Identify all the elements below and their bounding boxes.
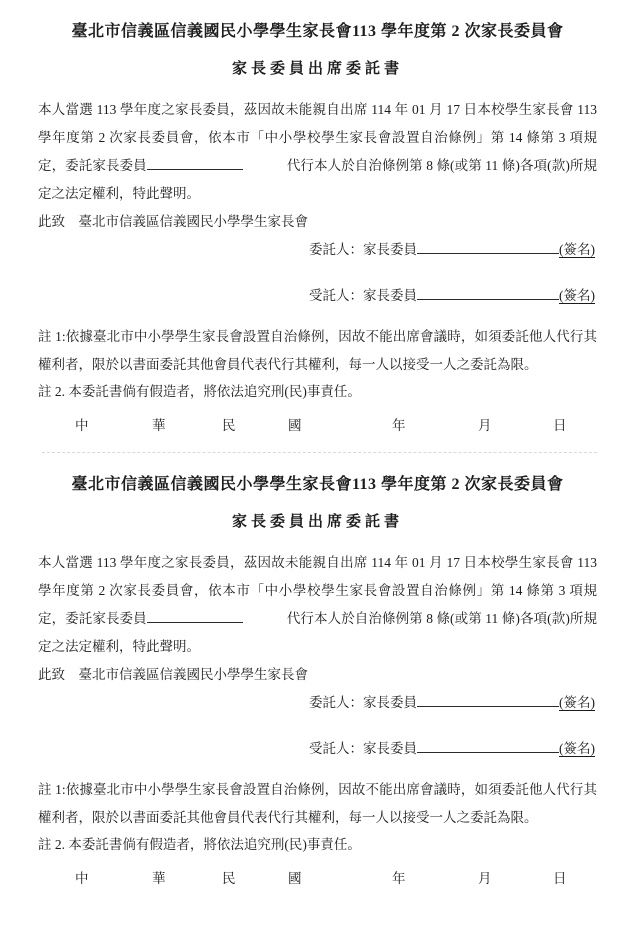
agent-label: 受託人：家長委員 <box>309 741 417 756</box>
note-1: 註 1:依據臺北市中小學學生家長會設置自治條例，因故不能出席會議時，如須委託他人代行其權利者，限於以書面委託其他會員代表代行其權利，每一人以接受一人之委託為限。 <box>38 782 597 825</box>
delegate-name-blank[interactable] <box>147 156 243 170</box>
agent-signature-blank[interactable] <box>417 286 559 300</box>
date-char: 中 <box>75 418 89 433</box>
date-char: 日 <box>553 871 567 886</box>
principal-label: 委託人：家長委員 <box>309 695 417 710</box>
salutation-line: 此致 臺北市信義區信義國民小學學生家長會 <box>38 214 308 229</box>
agent-label: 受託人：家長委員 <box>309 288 417 303</box>
roc-date-line <box>0 867 635 887</box>
body-paragraph <box>38 549 597 661</box>
date-char: 年 <box>392 871 406 886</box>
agent-signature-blank[interactable] <box>417 739 559 753</box>
date-char: 中 <box>75 871 89 886</box>
principal-signature-row <box>38 693 597 713</box>
delegate-name-blank[interactable] <box>147 609 243 623</box>
salutation-line: 此致 臺北市信義區信義國民小學學生家長會 <box>38 667 308 682</box>
form-title: 臺北市信義區信義國民小學學生家長會113 學年度第 2 次家長委員會 <box>71 23 564 40</box>
principal-signature-blank[interactable] <box>417 240 559 254</box>
date-char: 華 <box>152 871 166 886</box>
date-char: 年 <box>392 418 406 433</box>
principal-signature-blank[interactable] <box>417 693 559 707</box>
date-char: 月 <box>478 871 492 886</box>
body-text-after-blank: 代行本人於自治條例第 8 條(或第 11 條)各項(款)所規定之法定權利，特此聲明。 <box>38 158 598 201</box>
principal-sign-suffix: (簽名) <box>559 695 595 710</box>
date-char: 月 <box>478 418 492 433</box>
form-title: 臺北市信義區信義國民小學學生家長會113 學年度第 2 次家長委員會 <box>71 476 564 493</box>
principal-label: 委託人：家長委員 <box>309 242 417 257</box>
form-subtitle: 家長委員出席委託書 <box>231 61 403 77</box>
principal-signature-row <box>38 240 597 260</box>
date-char: 民 <box>222 418 236 433</box>
body-text-before-blank: 本人當選 113 學年度之家長委員，茲因故未能親自出席 114 年 01 月 17 日本校學生家長會 113 學年度第 2 次家長委員會，依本市「中小學校學生家長會設置自治條例」第 14 條第 3 項規定，委託家長委員 <box>38 555 597 626</box>
body-text-before-blank: 本人當選 113 學年度之家長委員，茲因故未能親自出席 114 年 01 月 17 日本校學生家長會 113 學年度第 2 次家長委員會，依本市「中小學校學生家長會設置自治條例」第 14 條第 3 項規定，委託家長委員 <box>38 102 597 173</box>
agent-signature-row <box>38 739 597 759</box>
form-subtitle: 家長委員出席委託書 <box>231 514 403 530</box>
date-char: 華 <box>152 418 166 433</box>
note-1: 註 1:依據臺北市中小學學生家長會設置自治條例，因故不能出席會議時，如須委託他人代行其權利者，限於以書面委託其他會員代表代行其權利，每一人以接受一人之委託為限。 <box>38 329 597 372</box>
proxy-form-copy-2 <box>0 453 635 905</box>
agent-sign-suffix: (簽名) <box>559 288 595 303</box>
agent-sign-suffix: (簽名) <box>559 741 595 756</box>
principal-sign-suffix: (簽名) <box>559 242 595 257</box>
date-char: 民 <box>222 871 236 886</box>
proxy-form-copy-1 <box>0 0 635 452</box>
date-char: 日 <box>553 418 567 433</box>
note-2: 註 2. 本委託書倘有假造者，將依法追究刑(民)事責任。 <box>38 384 361 399</box>
roc-date-line <box>0 414 635 434</box>
date-char: 國 <box>288 871 302 886</box>
agent-signature-row <box>38 286 597 306</box>
note-2: 註 2. 本委託書倘有假造者，將依法追究刑(民)事責任。 <box>38 837 361 852</box>
date-char: 國 <box>288 418 302 433</box>
body-paragraph <box>38 96 597 208</box>
body-text-after-blank: 代行本人於自治條例第 8 條(或第 11 條)各項(款)所規定之法定權利，特此聲明。 <box>38 611 598 654</box>
